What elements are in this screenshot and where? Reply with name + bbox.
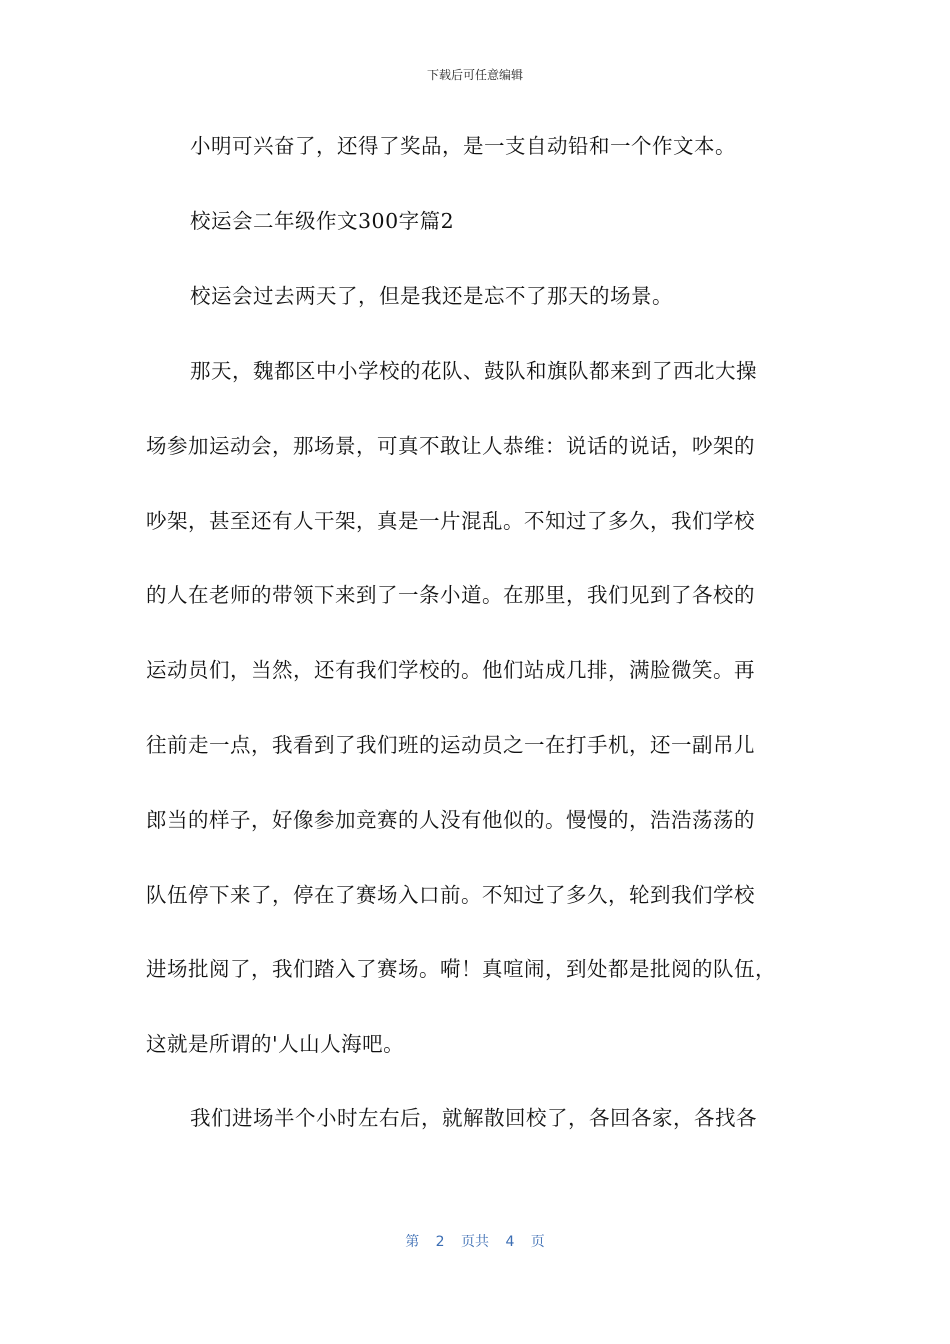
text-line: 的人在老师的带领下来到了一条小道。在那里，我们见到了各校的 (146, 583, 755, 607)
text-line: 小明可兴奋了，还得了奖品，是一支自动铅和一个作文本。 (190, 134, 736, 158)
text-line: 那天，魏都区中小学校的花队、鼓队和旗队都来到了西北大操 (190, 359, 757, 383)
page-number-footer: 第 2 页共 4 页 (405, 1234, 545, 1250)
text-line: 运动员们，当然，还有我们学校的。他们站成几排，满脸微笑。再 (146, 658, 755, 682)
text-line: 往前走一点，我看到了我们班的运动员之一在打手机，还一副吊儿 (146, 733, 755, 757)
text-line: 我们进场半个小时左右后，就解散回校了，各回各家，各找各 (190, 1106, 757, 1130)
page-header: 下载后可任意编辑 (426, 68, 523, 82)
section-heading: 校运会二年级作文300字篇2 (190, 209, 455, 233)
text-line: 校运会过去两天了，但是我还是忘不了那天的场景。 (190, 284, 673, 308)
text-line: 吵架，甚至还有人干架，真是一片混乱。不知过了多久，我们学校 (146, 509, 755, 533)
text-line: 这就是所谓的'人山人海吧。 (146, 1032, 405, 1056)
text-line: 郎当的样子，好像参加竞赛的人没有他似的。慢慢的，浩浩荡荡的 (146, 808, 755, 832)
text-line: 场参加运动会，那场景，可真不敢让人恭维：说话的说话，吵架的 (146, 434, 755, 458)
text-line: 队伍停下来了，停在了赛场入口前。不知过了多久，轮到我们学校 (146, 883, 755, 907)
text-line: 进场批阅了，我们踏入了赛场。嗬！真喧闹，到处都是批阅的队伍， (146, 957, 776, 981)
